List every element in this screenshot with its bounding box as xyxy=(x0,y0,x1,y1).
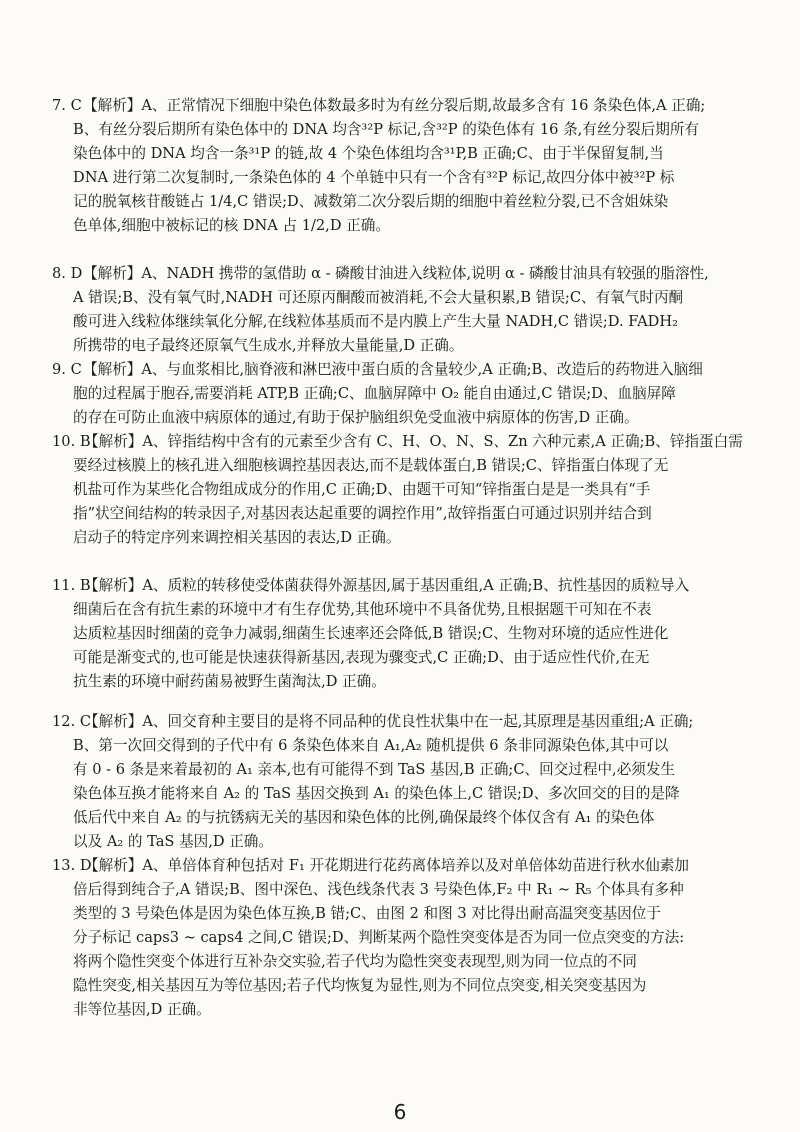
answer-text-line: 所携带的电子最终还原氧气生成水,并释放大量能量,D 正确。 xyxy=(73,337,464,354)
answer-number: 13. D xyxy=(52,857,92,874)
answer-text-line: 抗生素的环境中耐药菌易被野生菌淘汰,D 正确。 xyxy=(73,673,386,690)
answer-text-line: 将两个隐性突变个体进行互补杂交实验,若子代均为隐性突变表现型,则为同一位点的不同 xyxy=(73,953,637,970)
answer-text-line: 【解析】A、正常情况下细胞中染色体数最多时为有丝分裂后期,故最多含有 16 条染色体,A 正确; xyxy=(83,97,706,114)
answer-text-line: 非等位基因,D 正确。 xyxy=(73,1001,211,1018)
answer-text-line: 【解析】A、单倍体育种包括对 F₁ 开花期进行花药离体培养以及对单倍体幼苗进行秋水仙素加 xyxy=(84,857,689,874)
answer-text-line: 以及 A₂ 的 TaS 基因,D 正确。 xyxy=(73,833,273,850)
answer-text-line: 染色体互换才能将来自 A₂ 的 TaS 基因交换到 A₁ 的染色体上,C 错误;D、多次回交的目的是降 xyxy=(73,785,680,802)
answer-text-line: 低后代中来自 A₂ 的与抗锈病无关的基因和染色体的比例,确保最终个体仅含有 A₁ 的染色体 xyxy=(73,809,655,826)
answer-text-line: 细菌后在含有抗生素的环境中才有生存优势,其他环境中不具备优势,且根据题干可知在不表 xyxy=(73,601,652,618)
answer-text-line: 【解析】A、回交育种主要目的是将不同品种的优良性状集中在一起,其原理是基因重组;A 正确; xyxy=(84,713,694,730)
answer-text-line: 类型的 3 号染色体是因为染色体互换,B 错;C、由图 2 和图 3 对比得出耐高温突变基因位于 xyxy=(73,905,661,922)
answer-text-line: A 错误;B、没有氧气时,NADH 可还原丙酮酸而被消耗,不会大量积累,B 错误;C、有氧气时丙酮 xyxy=(73,289,684,306)
answer-number: 8. D xyxy=(52,265,83,282)
answer-text-line: 倍后得到纯合子,A 错误;B、图中深色、浅色线条代表 3 号染色体,F₂ 中 R₁ ~ R₅ 个体具有多种 xyxy=(73,881,684,898)
answer-text-line: 机盐可作为某些化合物组成成分的作用,C 正确;D、由题干可知“锌指蛋白是是一类具有“手 xyxy=(73,481,651,498)
answer-text-line: 有 0 - 6 条是来着最初的 A₁ 亲本,也有可能得不到 TaS 基因,B 正确;C、回交过程中,必须发生 xyxy=(73,761,676,778)
answer-text-line: 酸可进入线粒体继续氧化分解,在线粒体基质而不是内膜上产生大量 NADH,C 错误;D. FADH₂ xyxy=(73,313,678,330)
answer-text-line: 记的脱氧核苷酸链占 1/4,C 错误;D、减数第二次分裂后期的细胞中着丝粒分裂,已不含姐妹染 xyxy=(73,193,669,210)
answer-text-line: 隐性突变,相关基因互为等位基因;若子代均恢复为显性,则为不同位点突变,相关突变基因为 xyxy=(73,977,647,994)
answer-number: 10. B xyxy=(52,433,91,450)
answer-number: 7. C xyxy=(52,97,82,114)
answer-text-line: 可能是渐变式的,也可能是快速获得新基因,表现为骤变式,C 正确;D、由于适应性代价,在无 xyxy=(73,649,650,666)
answer-text-line: 分子标记 caps3 ~ caps4 之间,C 错误;D、判断某两个隐性突变体是否为同一位点突变的方法: xyxy=(73,929,685,946)
answer-text-line: 【解析】A、NADH 携带的氢借助 α - 磷酸甘油进入线粒体,说明 α - 磷酸甘油具有较强的脂溶性, xyxy=(83,265,709,282)
answer-text-line: 【解析】A、锌指结构中含有的元素至少含有 C、H、O、N、S、Zn 六种元素,A 正确;B、锌指蛋白需 xyxy=(84,433,743,450)
page-number: 6 xyxy=(393,1100,407,1124)
answer-text-line: B、第一次回交得到的子代中有 6 条染色体来自 A₁,A₂ 随机提供 6 条非同源染色体,其中可以 xyxy=(73,737,669,754)
answer-text-line: 启动子的特定序列来调控相关基因的表达,D 正确。 xyxy=(73,529,401,546)
answer-text-line: 色单体,细胞中被标记的核 DNA 占 1/2,D 正确。 xyxy=(73,217,390,234)
answer-number: 11. B xyxy=(52,577,91,594)
answer-text-line: 指”状空间结构的转录因子,对基因表达起重要的调控作用”,故锌指蛋白可通过识别并结合到 xyxy=(73,505,652,522)
answer-text-line: 染色体中的 DNA 均含一条³¹P 的链,故 4 个染色体组均含³¹P,B 正确;C、由于半保留复制,当 xyxy=(73,145,664,162)
answer-text-line: 的存在可防止血液中病原体的通过,有助于保护脑组织免受血液中病原体的伤害,D 正确。 xyxy=(73,409,639,426)
answer-text-line: 【解析】A、质粒的转移使受体菌获得外源基因,属于基因重组,A 正确;B、抗性基因的质粒导入 xyxy=(84,577,690,594)
answer-text-line: 【解析】A、与血浆相比,脑脊液和淋巴液中蛋白质的含量较少,A 正确;B、改造后的药物进入脑细 xyxy=(83,361,703,378)
answer-text-line: 要经过核膜上的核孔进入细胞核调控基因表达,而不是载体蛋白,B 错误;C、锌指蛋白体现了无 xyxy=(73,457,669,474)
answer-number: 9. C xyxy=(52,361,82,378)
answer-text-line: B、有丝分裂后期所有染色体中的 DNA 均含³²P 标记,含³²P 的染色体有 16 条,有丝分裂后期所有 xyxy=(73,121,700,138)
answer-number: 12. C xyxy=(52,713,92,730)
answer-text-line: 达质粒基因时细菌的竞争力减弱,细菌生长速率还会降低,B 错误;C、生物对环境的适应性进化 xyxy=(73,625,669,642)
answer-text-line: DNA 进行第二次复制时,一条染色体的 4 个单链中只有一个含有³²P 标记,故四分体中被³²P 标 xyxy=(73,169,675,186)
answer-text-line: 胞的过程属于胞吞,需要消耗 ATP,B 正确;C、血脑屏障中 O₂ 能自由通过,C 错误;D、血脑屏障 xyxy=(73,385,676,402)
